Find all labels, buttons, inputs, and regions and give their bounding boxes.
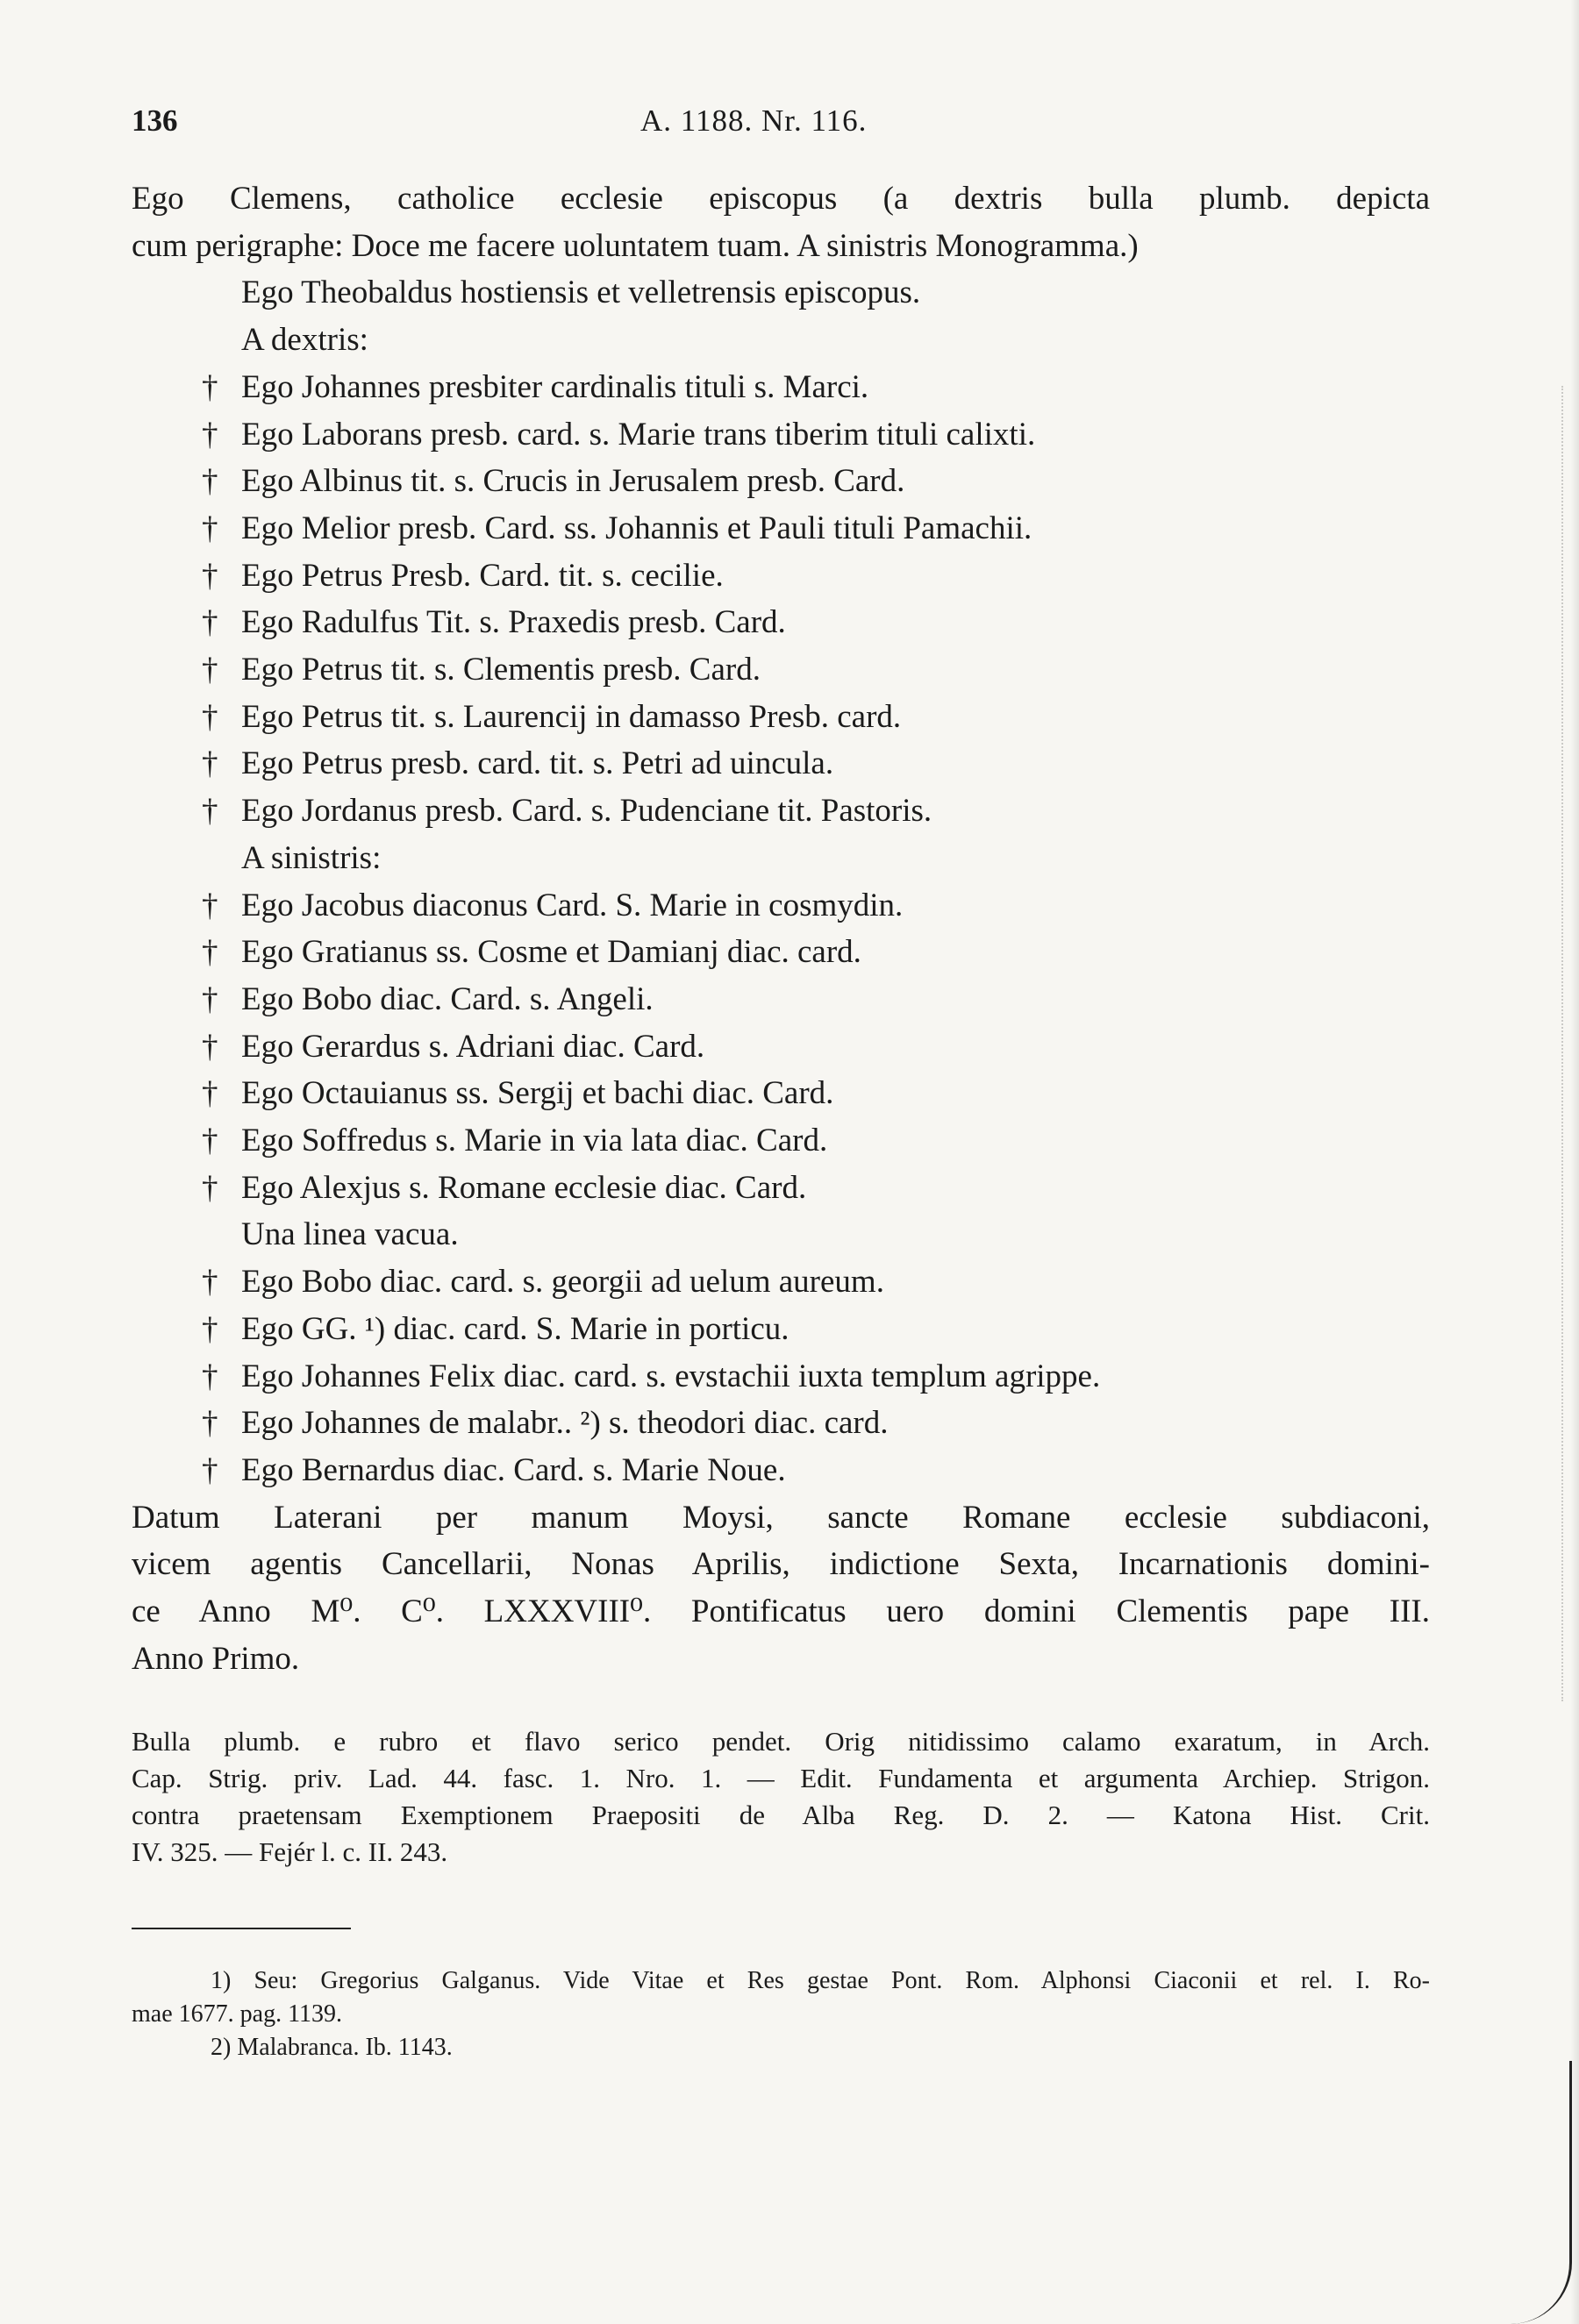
a-dextris-heading: A dextris: — [241, 322, 368, 359]
signatory-text: Ego Bobo diac. card. s. georgii ad uelum aureum. — [241, 1264, 884, 1301]
footnote-rule — [132, 1928, 351, 1929]
cross-icon: † — [202, 1169, 218, 1206]
final-signatory-list — [132, 1258, 1430, 1494]
cross-icon: † — [202, 1451, 218, 1488]
cross-icon: † — [202, 980, 218, 1017]
una-linea-note: Una linea vacua. — [241, 1216, 459, 1253]
signatory-text: Ego Bobo diac. Card. s. Angeli. — [241, 980, 654, 1017]
running-title: A. 1188. Nr. 116. — [640, 103, 868, 138]
signatory-line — [132, 929, 1430, 976]
scan-artifact — [1561, 386, 1565, 1701]
text-line: Anno Primo. — [132, 1640, 300, 1677]
signatory-line — [132, 458, 1430, 505]
page-header — [132, 103, 1430, 156]
dextris-list — [132, 364, 1430, 835]
signatory-text: Ego GG. ¹) diac. card. S. Marie in porticu. — [241, 1310, 790, 1347]
signatory-line — [132, 1023, 1430, 1071]
signatory-text: Ego Petrus tit. s. Laurencij in damasso Presb. card. — [241, 698, 902, 735]
signatory-line — [132, 1400, 1430, 1447]
cross-icon: † — [202, 887, 218, 923]
signatory-text: Ego Alexjus s. Romane ecclesie diac. Card. — [241, 1169, 807, 1206]
signatory-text: Ego Jordanus presb. Card. s. Pudenciane tit. Pastoris. — [241, 793, 932, 830]
cross-icon: † — [202, 1310, 218, 1347]
signatory-line — [132, 1165, 1430, 1212]
cross-icon: † — [202, 510, 218, 546]
footnotes — [132, 1964, 1430, 2064]
note-line: Cap. Strig. priv. Lad. 44. fasc. 1. Nro. 1. — Edit. Fundamenta et argumenta Archiep. Strigon. — [132, 1763, 1430, 1793]
signatory-text: Ego Albinus tit. s. Crucis in Jerusalem presb. Card. — [241, 463, 905, 500]
signatory-text: Ego Laborans presb. card. s. Marie trans tiberim tituli calixti. — [241, 416, 1036, 453]
signatory-text: Ego Petrus presb. card. tit. s. Petri ad uincula. — [241, 745, 834, 782]
signatory-line — [132, 1117, 1430, 1165]
signatory-text: Ego Gratianus ss. Cosme et Damianj diac. card. — [241, 934, 861, 971]
signatory-line — [132, 1258, 1430, 1306]
signatory-line — [132, 552, 1430, 600]
cross-icon: † — [202, 745, 218, 782]
editorial-note — [132, 1723, 1430, 1871]
signatory-text: Ego Gerardus s. Adriani diac. Card. — [241, 1028, 705, 1065]
charter-text — [132, 175, 1430, 1683]
signatory-text: Ego Petrus Presb. Card. tit. s. cecilie. — [241, 557, 724, 594]
signatory-text: Ego Johannes Felix diac. card. s. evstachii iuxta templum agrippe. — [241, 1358, 1101, 1394]
signatory-line — [132, 788, 1430, 835]
theobaldus-line: Ego Theobaldus hostiensis et velletrensis episcopus. — [241, 274, 921, 311]
note-line: IV. 325. — Fejér l. c. II. 243. — [132, 1836, 448, 1867]
footnote-line: 1) Seu: Gregorius Galganus. Vide Vitae et Res gestae Pont. Rom. Alphonsi Ciaconii et rel. I. Ro- — [211, 1967, 1430, 1994]
scan-shadow — [1570, 0, 1579, 2324]
a-sinistris-heading: A sinistris: — [241, 839, 382, 876]
signatory-line — [132, 599, 1430, 646]
signatory-line — [132, 646, 1430, 694]
cross-icon: † — [202, 934, 218, 971]
signatory-text: Ego Jacobus diaconus Card. S. Marie in cosmydin. — [241, 887, 904, 923]
signatory-line — [132, 882, 1430, 930]
signatory-line — [132, 976, 1430, 1023]
signatory-line — [132, 1306, 1430, 1353]
signatory-line — [132, 694, 1430, 741]
cross-icon: † — [202, 793, 218, 830]
cross-icon: † — [202, 557, 218, 594]
text-line: vicem agentis Cancellarii, Nonas Aprilis, indictione Sexta, Incarnationis domini- — [132, 1546, 1430, 1583]
signatory-line — [132, 505, 1430, 552]
text-line: ce Anno M⁰. C⁰. LXXXVIII⁰. Pontificatus uero domini Clementis pape III. — [132, 1593, 1430, 1630]
signatory-text: Ego Radulfus Tit. s. Praxedis presb. Card. — [241, 604, 786, 641]
signatory-line — [132, 1070, 1430, 1117]
signatory-text: Ego Soffredus s. Marie in via lata diac. Card. — [241, 1123, 828, 1159]
signatory-text: Ego Melior presb. Card. ss. Johannis et Pauli tituli Pamachii. — [241, 510, 1032, 546]
cross-icon: † — [202, 1358, 218, 1394]
text-line: cum perigraphe: Doce me facere uoluntatem tuam. A sinistris Monogramma.) — [132, 227, 1139, 264]
signatory-text: Ego Bernardus diac. Card. s. Marie Noue. — [241, 1451, 786, 1488]
signatory-line — [132, 1447, 1430, 1494]
page-curl — [1508, 2061, 1572, 2324]
cross-icon: † — [202, 416, 218, 453]
signatory-text: Ego Johannes presbiter cardinalis tituli s. Marci. — [241, 368, 869, 405]
cross-icon: † — [202, 1075, 218, 1112]
cross-icon: † — [202, 1405, 218, 1442]
signatory-line — [132, 740, 1430, 788]
datum-paragraph — [132, 1494, 1430, 1683]
signatory-line — [132, 364, 1430, 411]
footnote-line: 2) Malabranca. Ib. 1143. — [211, 2034, 453, 2061]
note-line: Bulla plumb. e rubro et flavo serico pendet. Orig nitidissimo calamo exaratum, in Arch. — [132, 1726, 1430, 1757]
cross-icon: † — [202, 698, 218, 735]
signatory-text: Ego Octauianus ss. Sergij et bachi diac. Card. — [241, 1075, 834, 1112]
cross-icon: † — [202, 604, 218, 641]
signatory-line — [132, 411, 1430, 459]
cross-icon: † — [202, 1123, 218, 1159]
sinistris-list — [132, 882, 1430, 1212]
text-line: Ego Clemens, catholice ecclesie episcopus (a dextris bulla plumb. depicta — [132, 181, 1430, 217]
cross-icon: † — [202, 368, 218, 405]
cross-icon: † — [202, 1028, 218, 1065]
signatory-line — [132, 1353, 1430, 1401]
cross-icon: † — [202, 463, 218, 500]
text-line: Datum Laterani per manum Moysi, sancte Romane ecclesie subdiaconi, — [132, 1499, 1430, 1536]
page-number: 136 — [132, 103, 178, 138]
opening-paragraph — [132, 175, 1430, 269]
signatory-text: Ego Petrus tit. s. Clementis presb. Card. — [241, 652, 761, 688]
cross-icon: † — [202, 652, 218, 688]
note-line: contra praetensam Exemptionem Praepositi de Alba Reg. D. 2. — Katona Hist. Crit. — [132, 1800, 1430, 1830]
cross-icon: † — [202, 1264, 218, 1301]
signatory-text: Ego Johannes de malabr.. ²) s. theodori diac. card. — [241, 1405, 889, 1442]
footnote-line: mae 1677. pag. 1139. — [132, 2000, 343, 2028]
